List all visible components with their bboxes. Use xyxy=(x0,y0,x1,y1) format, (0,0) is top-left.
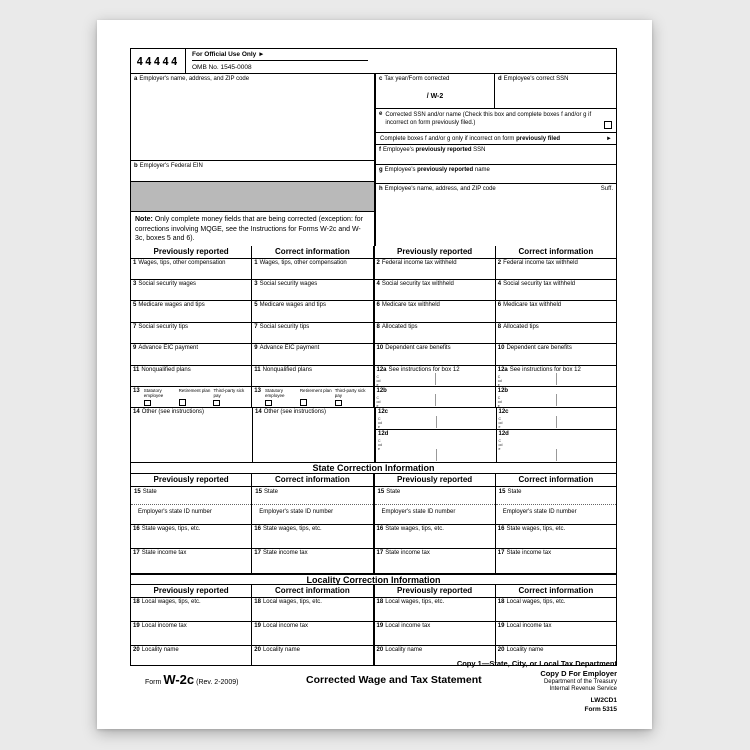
money-row-5-6 xyxy=(131,301,616,323)
money-row-7-8 xyxy=(131,323,616,344)
box-f-prev-ssn: f Employee's previously reported SSN xyxy=(376,144,616,164)
w2c-form xyxy=(130,48,617,666)
code-vertical-label: Code xyxy=(376,375,381,388)
copy-d-label: Copy D For Employer xyxy=(540,668,617,678)
box-19-cell: 19 Local income tax xyxy=(495,622,616,645)
code-divider xyxy=(556,373,557,385)
box-d-correct-ssn: d Employee's correct SSN xyxy=(494,74,616,108)
code-vertical-label: Code xyxy=(376,396,381,409)
box-16-cell: 16 State wages, tips, etc. xyxy=(133,526,201,532)
money-cell: 6 Medicare tax withheld xyxy=(495,301,616,322)
third-party-sick-pay-checkbox[interactable] xyxy=(213,400,220,406)
box-17-cell: 17 State income tax xyxy=(251,549,372,573)
column-header: Previously reported xyxy=(373,585,495,597)
box-17-cell: 17 State income tax xyxy=(495,549,616,573)
arrow-right-icon: ► xyxy=(258,51,265,58)
box-14-cell: 14 Other (see instructions) xyxy=(252,408,374,462)
money-cell: 7 Social security tips xyxy=(133,324,189,330)
money-cell: 1 Wages, tips, other compensation xyxy=(251,259,372,279)
column-header: Correct information xyxy=(495,474,616,486)
box-17-cell: 17 State income tax xyxy=(373,549,495,573)
shaded-void-box xyxy=(131,181,374,213)
statutory-employee-checkbox[interactable] xyxy=(144,400,151,406)
corrected-ssn-checkbox[interactable] xyxy=(604,121,612,129)
column-header: Correct information xyxy=(495,246,616,258)
money-cell: 5 Medicare wages and tips xyxy=(251,301,372,322)
third-party-sick-pay-checkbox[interactable] xyxy=(335,400,342,406)
box-19-cell: 19 Local income tax xyxy=(373,622,495,645)
state-column-headers xyxy=(131,474,616,487)
column-header: Previously reported xyxy=(153,247,229,256)
box-15-cell: 15 State Employer's state ID number xyxy=(251,487,372,524)
column-header: Previously reported xyxy=(153,475,229,484)
state-section-title: State Correction Information xyxy=(131,463,616,474)
paper-sheet xyxy=(97,20,652,729)
money-cell: 2 Federal income tax withheld xyxy=(373,259,495,279)
column-header: Correct information xyxy=(251,474,372,486)
money-row-3-4 xyxy=(131,280,616,301)
money-cell: 11 Nonqualified plans xyxy=(133,367,191,373)
form-footer xyxy=(130,659,617,721)
money-cell: 6 Medicare tax withheld xyxy=(373,301,495,322)
form-header-row xyxy=(131,49,616,74)
copy-info-block xyxy=(457,659,617,714)
code-vertical-label: Code xyxy=(497,375,502,388)
box-16-cell: 16 State wages, tips, etc. xyxy=(251,525,372,548)
suffix-label: Suff. xyxy=(600,186,613,192)
form-number-block: Form W-2c (Rev. 2-2009) xyxy=(145,672,239,687)
omb-number: OMB No. 1545-0008 xyxy=(192,64,252,71)
box-12c-cell: 12c Code xyxy=(376,408,496,429)
code-vertical-label: Code xyxy=(498,439,503,452)
box-19-cell: 19 Local income tax xyxy=(251,622,372,645)
form-code: 44444 xyxy=(136,54,180,68)
money-cell: 7 Social security tips xyxy=(251,323,372,343)
code-vertical-label: Code xyxy=(378,417,382,430)
official-use-box xyxy=(186,49,374,73)
form-stock-number: Form 5315 xyxy=(584,705,617,713)
money-cell: 1 Wages, tips, other compensation xyxy=(133,260,226,266)
money-cell: 10 Dependent care benefits xyxy=(373,344,495,365)
state-row-17 xyxy=(131,549,616,574)
box-13-cell: 13 Statutory employee Retirement plan Third-party sick pay xyxy=(131,387,251,407)
box-20-cell: 20 Locality name xyxy=(251,646,372,665)
column-header: Correct information xyxy=(251,246,372,258)
column-header: Previously reported xyxy=(153,586,229,595)
box-18-cell: 18 Local wages, tips, etc. xyxy=(133,599,201,605)
code-divider xyxy=(436,449,437,461)
box-15-cell: 15 State Employer's state ID number xyxy=(373,487,495,524)
box-12b-cell: 12b Code xyxy=(495,387,616,407)
money-cell: 11 Nonqualified plans xyxy=(251,366,372,386)
money-cell: 9 Advance EIC payment xyxy=(133,345,199,351)
money-cell: 9 Advance EIC payment xyxy=(251,344,372,365)
money-row-11-12a xyxy=(131,366,616,387)
money-row-1-2 xyxy=(131,259,616,280)
box-g-prev-name: g Employee's previously reported name xyxy=(376,164,616,183)
box-13-cell: 13 Statutory employee Retirement plan Third-party sick pay xyxy=(251,387,372,407)
box-b-employer-ein: b Employer's Federal EIN xyxy=(131,160,374,181)
box-12a-cell: 12a See instructions for box 12 Code xyxy=(373,366,495,386)
code-vertical-label: Code xyxy=(378,439,382,452)
irs-label: Internal Revenue Service xyxy=(549,686,617,693)
box-14-cell: 14 Other (see instructions) xyxy=(133,409,205,415)
state-row-16 xyxy=(131,525,616,549)
code-divider xyxy=(556,416,557,428)
box-16-cell: 16 State wages, tips, etc. xyxy=(495,525,616,548)
form-code-box xyxy=(131,49,186,73)
column-header: Previously reported xyxy=(373,246,495,258)
box-h-employee-name: h Employee's name, address, and ZIP code Suff. xyxy=(376,183,616,246)
box-12c-cell: 12c Code xyxy=(496,408,617,429)
retirement-plan-checkbox[interactable] xyxy=(300,399,307,406)
code-divider xyxy=(435,394,436,406)
official-use-label: For Official Use Only ► xyxy=(192,51,368,61)
copy1-label: Copy 1—State, City, or Local Tax Department xyxy=(456,659,617,668)
money-row-9-10 xyxy=(131,344,616,366)
print-code: LW2CD1 xyxy=(590,697,617,705)
money-cell: 4 Social security tax withheld xyxy=(495,280,616,300)
complete-boxes-note: Complete boxes f and/or g only if incorrect on form previously filed ► xyxy=(376,132,616,144)
form-revision: (Rev. 2-2009) xyxy=(196,679,239,686)
code-vertical-label: Code xyxy=(498,417,503,430)
locality-section-title: Locality Correction Information xyxy=(131,574,616,585)
box-15-cell: 15 State Employer's state ID number xyxy=(131,487,251,524)
box-15-cell: 15 State Employer's state ID number xyxy=(495,487,616,524)
box-12d-cell: 12d Code xyxy=(376,430,496,462)
box-18-cell: 18 Local wages, tips, etc. xyxy=(373,598,495,621)
code-divider xyxy=(556,394,557,406)
box-18-cell: 18 Local wages, tips, etc. xyxy=(251,598,372,621)
box-20-cell: 20 Locality name xyxy=(373,646,495,665)
locality-row-18 xyxy=(131,598,616,622)
box-12a-cell: 12a See instructions for box 12 Code xyxy=(495,366,616,386)
code-vertical-label: Code xyxy=(497,396,502,409)
column-header: Correct information xyxy=(495,585,616,597)
box-12b-cell: 12b Code xyxy=(373,387,495,407)
box-20-cell: 20 Locality name xyxy=(495,646,616,665)
code-divider xyxy=(556,449,557,461)
box-18-cell: 18 Local wages, tips, etc. xyxy=(495,598,616,621)
locality-column-headers xyxy=(131,585,616,598)
box-a-employer-name: a Employer's name, address, and ZIP code xyxy=(134,76,250,82)
money-cell: 3 Social security wages xyxy=(251,280,372,300)
note-box: Note: Only complete money fields that are being corrected (exception: for corrections involving MQGE, see the Instructions for Forms W-2c and W-3c, boxes 5 and 6). xyxy=(135,216,363,242)
code-divider xyxy=(435,373,436,385)
code-divider xyxy=(436,416,437,428)
form-number: W-2c xyxy=(163,672,195,687)
money-cell: 8 Allocated tips xyxy=(373,323,495,343)
box-c-tax-year: c Tax year/Form corrected / W-2 xyxy=(376,74,494,108)
form-title: Corrected Wage and Tax Statement xyxy=(306,674,482,686)
money-cell: 2 Federal income tax withheld xyxy=(495,259,616,279)
box-20-cell: 20 Locality name xyxy=(133,647,179,653)
money-column-headers xyxy=(131,246,616,259)
treasury-label: Department of the Treasury xyxy=(543,678,617,685)
money-cell: 5 Medicare wages and tips xyxy=(133,302,205,308)
identity-section xyxy=(131,74,616,246)
money-cell: 10 Dependent care benefits xyxy=(495,344,616,365)
statutory-employee-checkbox[interactable] xyxy=(265,400,272,406)
money-row-14-12cd xyxy=(131,408,616,463)
arrow-right-icon: ► xyxy=(606,135,612,142)
money-row-13-12b xyxy=(131,387,616,408)
money-cell: 3 Social security wages xyxy=(133,281,197,287)
column-header: Correct information xyxy=(251,585,372,597)
box-12d-cell: 12d Code xyxy=(496,430,617,462)
column-header: Previously reported xyxy=(373,474,495,486)
locality-row-19 xyxy=(131,622,616,646)
state-row-15 xyxy=(131,487,616,525)
money-cell: 4 Social security tax withheld xyxy=(373,280,495,300)
box-e-corrected-ssn-name: e Corrected SSN and/or name (Check this box and complete boxes f and/or g if incorrect on form previously filed.) xyxy=(376,108,616,132)
box-16-cell: 16 State wages, tips, etc. xyxy=(373,525,495,548)
box-19-cell: 19 Local income tax xyxy=(133,623,187,629)
tax-year-form-value: / W-2 xyxy=(426,92,444,100)
money-cell: 8 Allocated tips xyxy=(495,323,616,343)
box-17-cell: 17 State income tax xyxy=(133,550,187,556)
retirement-plan-checkbox[interactable] xyxy=(179,399,186,406)
